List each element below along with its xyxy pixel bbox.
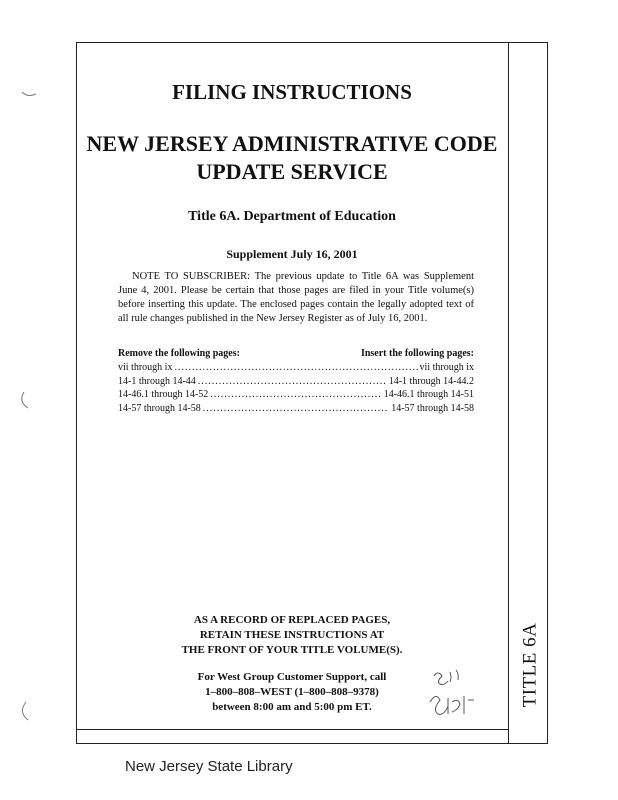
supplement-heading: Supplement July 16, 2001 xyxy=(226,247,358,261)
library-stamp: New Jersey State Library xyxy=(125,758,293,775)
insert-cell: vii through ix xyxy=(419,362,474,373)
table-row xyxy=(118,375,474,389)
title-heading: Title 6A. Department of Education xyxy=(188,209,396,224)
code-heading xyxy=(76,130,508,186)
dot-leader xyxy=(210,388,381,402)
code-heading-line1: NEW JERSEY ADMINISTRATIVE CODE xyxy=(86,131,498,156)
insert-cell: 14-46.1 through 14-51 xyxy=(383,389,474,400)
dot-leader xyxy=(174,361,417,375)
table-row xyxy=(118,388,474,402)
punch-hole-mark xyxy=(18,82,40,104)
tab-label-text: TITLE 6A xyxy=(519,622,541,708)
remove-header: Remove the following pages: xyxy=(118,348,240,359)
record-notice xyxy=(76,613,508,658)
support-line1: For West Group Customer Support, call xyxy=(197,671,387,683)
remove-cell: 14-57 through 14-58 xyxy=(118,402,201,414)
support-line2: 1–800–808–WEST (1–800–808–9378) xyxy=(205,686,379,698)
punch-hole-mark xyxy=(18,700,40,722)
table-row xyxy=(118,402,474,416)
tab-label xyxy=(510,620,550,710)
bottom-rule xyxy=(76,729,508,730)
remove-cell: vii through ix xyxy=(118,362,173,373)
remove-cell: 14-1 through 14-44 xyxy=(118,375,196,387)
subscriber-note: NOTE TO SUBSCRIBER: The previous update to Title 6A was Supplement June 4, 2001. Please be certain that those pages are filed in your Title volume(s) before inserting this update. The enclosed pages contain the legally adopted text of all rule changes published in the New Jersey Register as of July 16, 2001. xyxy=(118,271,474,324)
table-row xyxy=(118,361,474,375)
record-line1: AS A RECORD OF REPLACED PAGES, xyxy=(193,614,391,626)
insert-header: Insert the following pages: xyxy=(360,348,474,359)
filing-heading: FILING INSTRUCTIONS xyxy=(172,80,412,104)
dot-leader xyxy=(203,402,389,416)
insert-cell: 14-1 through 14-44.2 xyxy=(388,375,474,387)
remove-cell: 14-46.1 through 14-52 xyxy=(118,389,209,400)
table-header xyxy=(118,348,474,359)
record-line3: THE FRONT OF YOUR TITLE VOLUME(S). xyxy=(181,644,403,656)
handwritten-note xyxy=(420,662,490,722)
page-table xyxy=(118,361,474,415)
dot-leader xyxy=(198,375,387,389)
support-line3: between 8:00 am and 5:00 pm ET. xyxy=(212,701,372,713)
code-heading-line2: UPDATE SERVICE xyxy=(196,159,388,184)
record-line2: RETAIN THESE INSTRUCTIONS AT xyxy=(199,629,385,641)
insert-cell: 14-57 through 14-58 xyxy=(391,402,474,414)
punch-hole-mark xyxy=(18,390,40,412)
